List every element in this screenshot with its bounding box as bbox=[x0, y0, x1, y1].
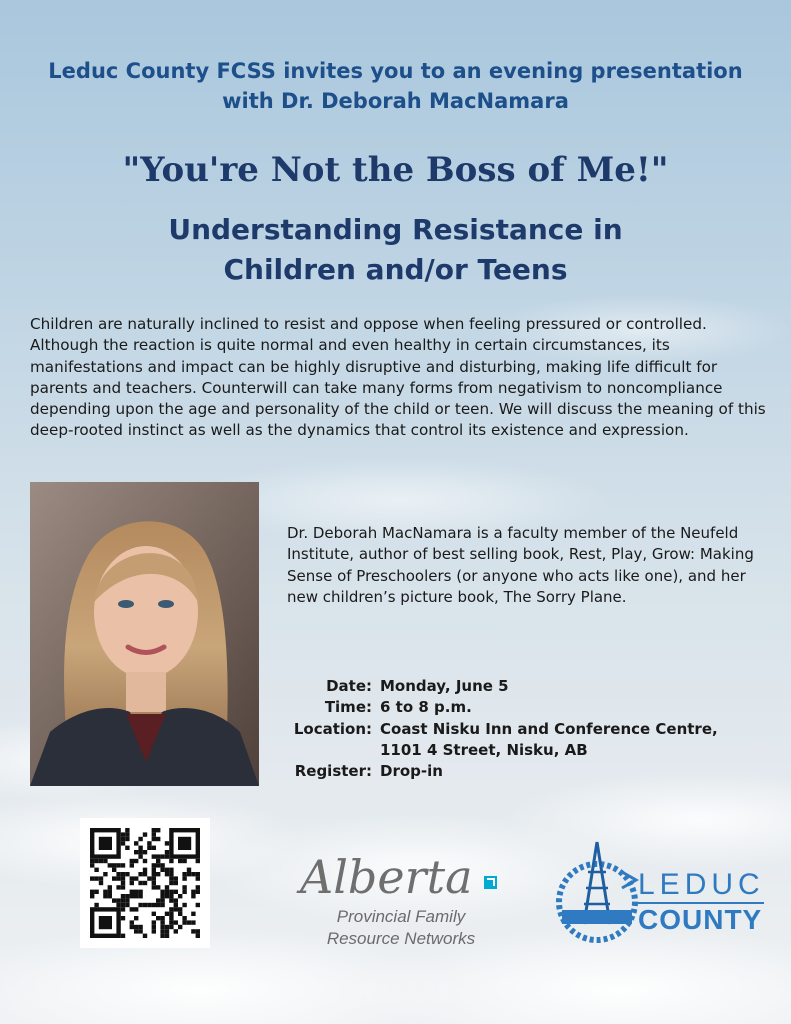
qr-code-icon[interactable] bbox=[80, 818, 210, 948]
alberta-subtitle bbox=[296, 906, 506, 950]
location-row-2 bbox=[288, 740, 758, 761]
page-title: "You're Not the Boss of Me!" bbox=[122, 150, 669, 190]
description-paragraph: Children are naturally inclined to resist and oppose when feeling pressured or controlled. Although the reaction is quite normal and even healthy in certain circumstances, its manifestations and impact can be highly disruptive and disturbing, making life difficult for parents and teachers. Counterwill can take many forms from negativism to noncompliance depending upon the age and personality of the child or teen. We will discuss the meaning of this deep-rooted instinct as well as the dynamics that control its existence and expression. bbox=[30, 315, 766, 440]
alberta-wordmark: Alberta bbox=[300, 850, 473, 904]
intro-heading bbox=[0, 56, 791, 116]
event-details bbox=[288, 676, 758, 782]
county-wordmark: COUNTY bbox=[638, 904, 763, 935]
date-value: Monday, June 5 bbox=[380, 677, 509, 695]
intro-line-1: Leduc County FCSS invites you to an evening presentation bbox=[48, 59, 743, 83]
location-value-line-1: Coast Nisku Inn and Conference Centre, bbox=[380, 719, 718, 738]
location-label: Location: bbox=[293, 719, 372, 738]
subtitle-line-1: Understanding Resistance in bbox=[168, 213, 623, 246]
date-row bbox=[288, 676, 758, 697]
alberta-subtitle-line-2: Resource Networks bbox=[326, 929, 476, 948]
time-value: 6 to 8 p.m. bbox=[380, 698, 472, 717]
alberta-accent-square bbox=[484, 876, 497, 889]
register-row bbox=[288, 761, 758, 782]
speaker-bio: Dr. Deborah MacNamara is a faculty member of the Neufeld Institute, author of best selling book, Rest, Play, Grow: Making Sense of Preschoolers (or anyone who acts like one), and her new children’s picture book, The Sorry Plane. bbox=[287, 524, 754, 606]
subtitle-line-2: Children and/or Teens bbox=[223, 253, 568, 286]
register-value: Drop-in bbox=[380, 762, 443, 781]
time-label: Time: bbox=[324, 698, 372, 717]
date-label: Date: bbox=[326, 677, 372, 695]
speaker-photo bbox=[30, 482, 259, 786]
register-label: Register: bbox=[294, 762, 372, 781]
leduc-wordmark: LEDUC bbox=[638, 868, 765, 901]
location-value-line-2: 1101 4 Street, Nisku, AB bbox=[380, 740, 588, 759]
alberta-subtitle-line-1: Provincial Family bbox=[336, 907, 466, 926]
intro-line-2: with Dr. Deborah MacNamara bbox=[222, 89, 569, 113]
subtitle bbox=[0, 210, 791, 290]
location-row bbox=[288, 719, 758, 740]
time-row bbox=[288, 697, 758, 718]
